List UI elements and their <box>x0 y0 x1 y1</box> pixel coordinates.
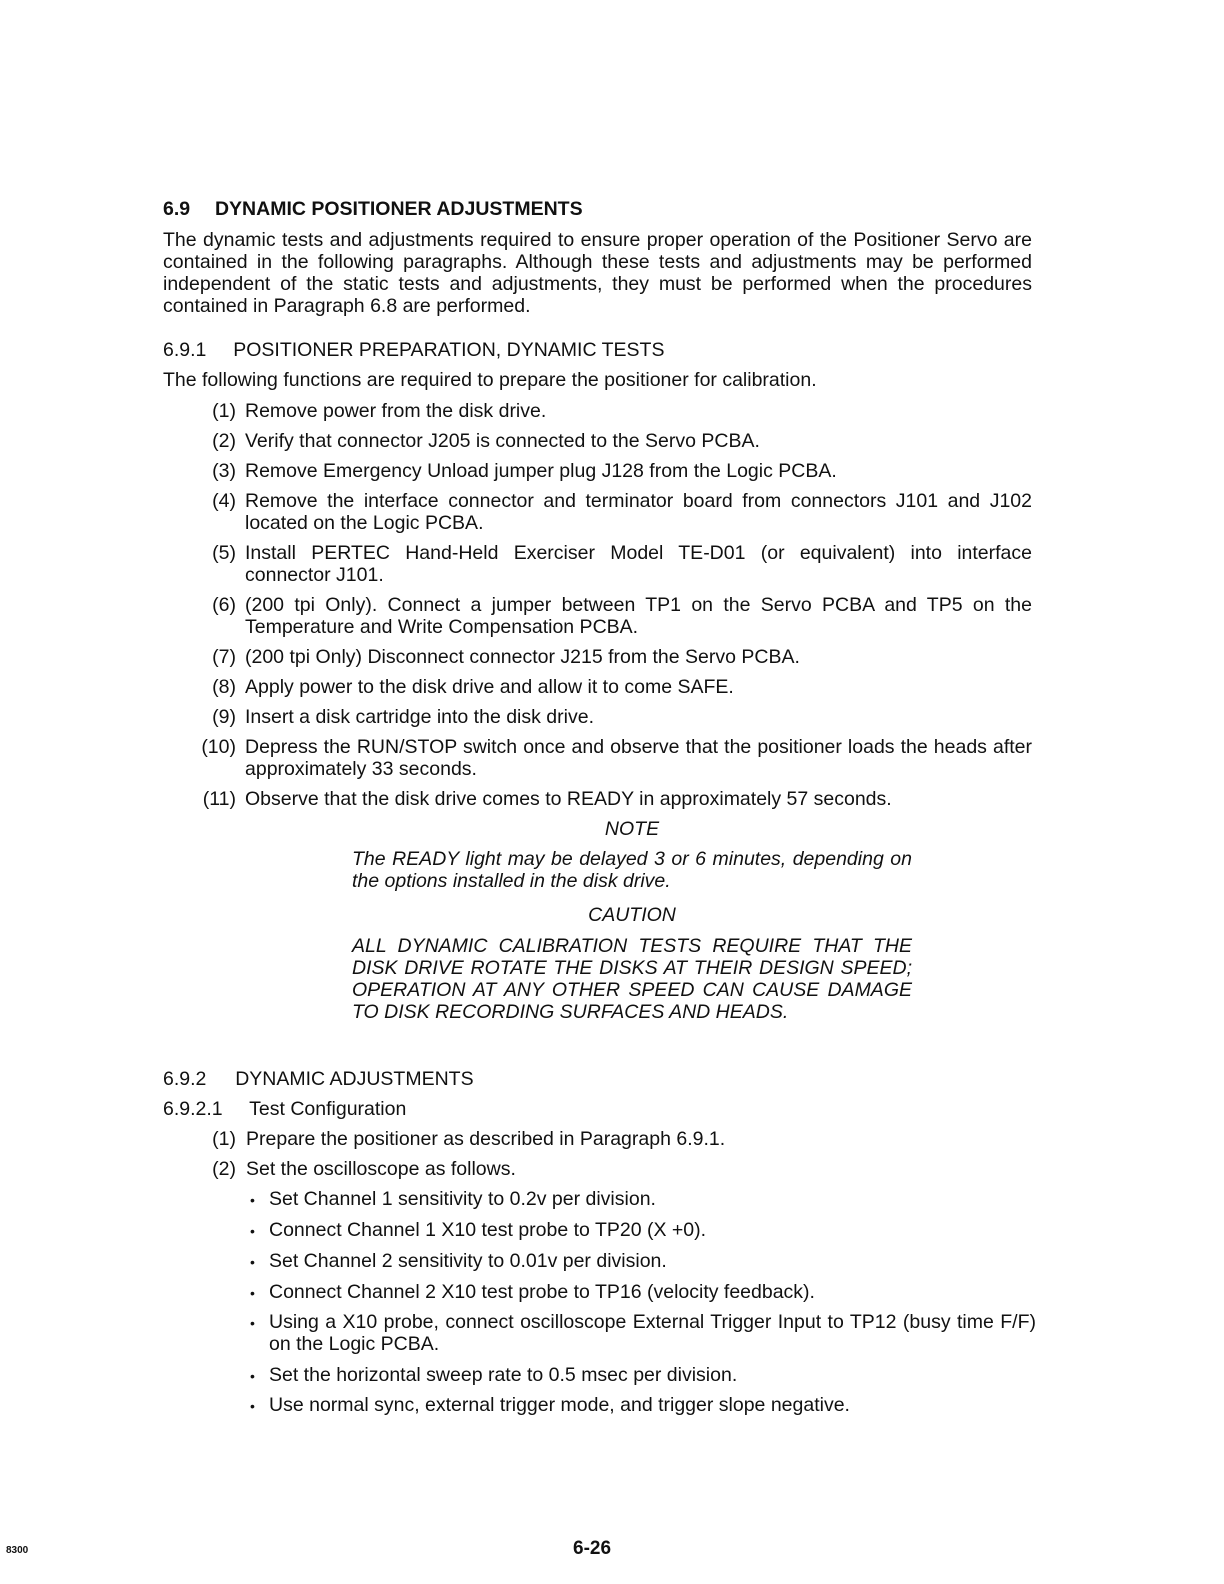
note-text: The READY light may be delayed 3 or 6 minutes, depending on the options installed in the disk drive. <box>352 848 912 892</box>
step-number: (11) <box>202 788 236 810</box>
subsection-intro: The following functions are required to prepare the positioner for calibration. <box>163 369 817 391</box>
model-number: 8300 <box>6 1545 29 1556</box>
subsection-number: 6.9.2 <box>163 1068 207 1090</box>
bullet-text: Connect Channel 1 X10 test probe to TP20 (X +0). <box>269 1219 707 1241</box>
subsection-title: POSITIONER PREPARATION, DYNAMIC TESTS <box>233 339 665 361</box>
bullet-icon: • <box>250 1223 255 1239</box>
subsubsection-title: Test Configuration <box>249 1098 407 1120</box>
caution-text: ALL DYNAMIC CALIBRATION TESTS REQUIRE THAT THE DISK DRIVE ROTATE THE DISKS AT THEIR DESIGN SPEED; OPERATION AT ANY OTHER SPEED CAN CAUSE DAMAGE TO DISK RECORDING SURFACES AND HEADS. <box>352 935 912 1023</box>
section-heading <box>163 198 763 220</box>
bullet-text: Set Channel 1 sensitivity to 0.2v per division. <box>269 1188 656 1210</box>
bullet-text: Using a X10 probe, connect oscilloscope External Trigger Input to TP12 (busy time F/F) on the Logic PCBA. <box>269 1311 1036 1355</box>
step-text: Set the oscilloscope as follows. <box>246 1158 516 1180</box>
step-number: (6) <box>212 594 236 616</box>
bullet-text: Connect Channel 2 X10 test probe to TP16 (velocity feedback). <box>269 1281 815 1303</box>
section-intro: The dynamic tests and adjustments required to ensure proper operation of the Positioner Servo are contained in the following paragraphs. Although these tests and adjustments may be performed independent of the static tests and adjustments, they must be performed when the procedures contained in Paragraph 6.8 are performed. <box>163 229 1032 317</box>
step-text: (200 tpi Only). Connect a jumper between TP1 on the Servo PCBA and TP5 on the Temperature and Write Compensation PCBA. <box>245 594 1032 638</box>
caution-label: CAUTION <box>588 904 676 926</box>
step-number: (2) <box>212 430 236 452</box>
step-text: Install PERTEC Hand-Held Exerciser Model TE-D01 (or equivalent) into interface connector J101. <box>245 542 1032 586</box>
subsection-heading-6-9-1 <box>163 339 863 361</box>
subsection-title: DYNAMIC ADJUSTMENTS <box>235 1068 474 1090</box>
step-text: Depress the RUN/STOP switch once and observe that the positioner loads the heads after approximately 33 seconds. <box>245 736 1032 780</box>
bullet-icon: • <box>250 1368 255 1384</box>
step-text: Remove power from the disk drive. <box>245 400 547 422</box>
step-number: (3) <box>212 460 236 482</box>
bullet-icon: • <box>250 1285 255 1301</box>
step-number: (10) <box>201 736 236 758</box>
step-number: (1) <box>212 400 236 422</box>
bullet-icon: • <box>250 1398 255 1414</box>
step-text: Remove Emergency Unload jumper plug J128 from the Logic PCBA. <box>245 460 837 482</box>
bullet-icon: • <box>250 1192 255 1208</box>
step-number: (7) <box>212 646 236 668</box>
bullet-text: Set the horizontal sweep rate to 0.5 msec per division. <box>269 1364 738 1386</box>
step-number: (5) <box>212 542 236 564</box>
subsubsection-number: 6.9.2.1 <box>163 1098 223 1120</box>
bullet-icon: • <box>250 1315 255 1331</box>
step-text: Verify that connector J205 is connected to the Servo PCBA. <box>245 430 760 452</box>
step-text: (200 tpi Only) Disconnect connector J215 from the Servo PCBA. <box>245 646 800 668</box>
step-number: (1) <box>212 1128 236 1150</box>
step-number: (2) <box>212 1158 236 1180</box>
step-text: Prepare the positioner as described in Paragraph 6.9.1. <box>246 1128 726 1150</box>
step-number: (4) <box>212 490 236 512</box>
subsection-heading-6-9-2 <box>163 1068 863 1090</box>
step-text: Remove the interface connector and terminator board from connectors J101 and J102 located on the Logic PCBA. <box>245 490 1032 534</box>
step-text: Apply power to the disk drive and allow it to come SAFE. <box>245 676 734 698</box>
bullet-text: Set Channel 2 sensitivity to 0.01v per division. <box>269 1250 667 1272</box>
step-number: (9) <box>212 706 236 728</box>
bullet-text: Use normal sync, external trigger mode, and trigger slope negative. <box>269 1394 850 1416</box>
section-number: 6.9 <box>163 198 191 220</box>
step-number: (8) <box>212 676 236 698</box>
subsubsection-heading-6-9-2-1 <box>163 1098 863 1120</box>
note-label: NOTE <box>604 818 660 840</box>
subsection-number: 6.9.1 <box>163 339 207 361</box>
section-title: DYNAMIC POSITIONER ADJUSTMENTS <box>214 198 583 220</box>
bullet-icon: • <box>250 1254 255 1270</box>
step-text: Observe that the disk drive comes to READY in approximately 57 seconds. <box>245 788 892 810</box>
step-text: Insert a disk cartridge into the disk drive. <box>245 706 594 728</box>
page-number: 6-26 <box>573 1538 612 1559</box>
